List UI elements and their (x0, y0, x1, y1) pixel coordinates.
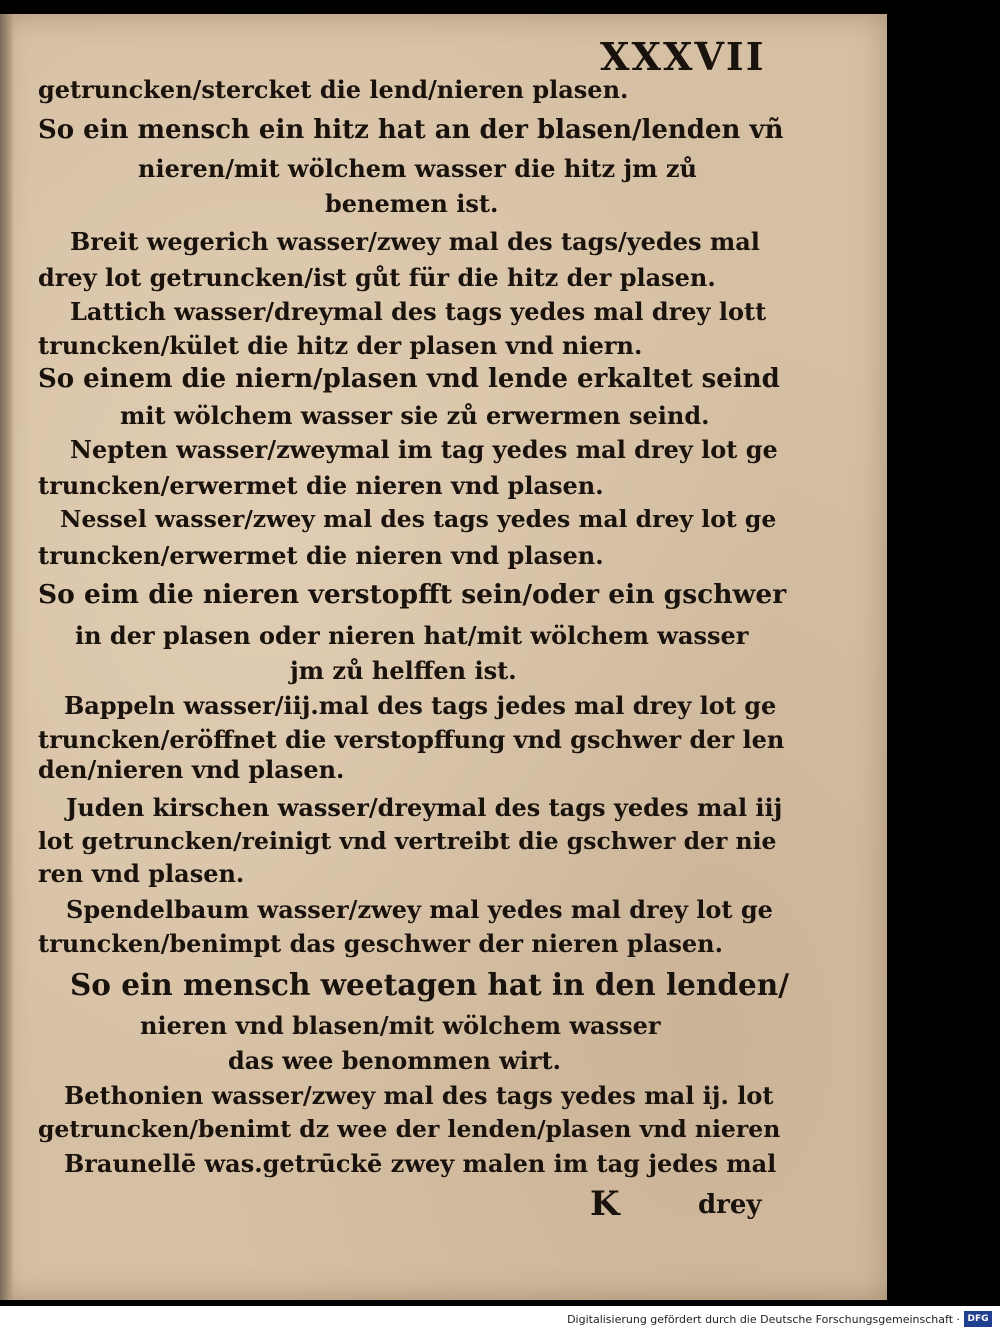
text-line-24: Spendelbaum wasser/zwey mal yedes mal drey lot ge (66, 895, 773, 924)
text-line-15: So eim die nieren verstopfft sein/oder ein gschwer (38, 579, 787, 610)
footer-bar (0, 1306, 1000, 1334)
text-line-17: jm zů helffen ist. (290, 656, 517, 685)
text-line-26: So ein mensch weetagen hat in den lenden/ (70, 967, 789, 1002)
text-line-20: den/nieren vnd plasen. (38, 755, 345, 784)
text-line-18: Bappeln wasser/iij.mal des tags jedes mal drey lot ge (64, 691, 777, 720)
text-line-16: in der plasen oder nieren hat/mit wölchem wasser (75, 621, 749, 650)
text-line-28: das wee benommen wirt. (228, 1046, 561, 1075)
text-line-9: So einem die niern/plasen vnd lende erkaltet seind (38, 364, 780, 394)
text-line-27: nieren vnd blasen/mit wölchem wasser (140, 1011, 661, 1040)
text-line-25: truncken/benimpt das geschwer der nieren plasen. (38, 929, 723, 958)
text-line-2: So ein mensch ein hitz hat an der blasen/lenden vñ (38, 115, 784, 145)
text-line-23: ren vnd plasen. (38, 859, 245, 888)
funding-credit: Digitalisierung gefördert durch die Deutsche Forschungsgemeinschaft · (567, 1313, 960, 1326)
text-line-29: Bethonien wasser/zwey mal des tags yedes mal ij. lot (64, 1081, 774, 1110)
text-line-21: Juden kirschen wasser/dreymal des tags yedes mal iij (66, 793, 783, 822)
text-line-13: Nessel wasser/zwey mal des tags yedes mal drey lot ge (60, 505, 777, 533)
text-line-11: Nepten wasser/zweymal im tag yedes mal drey lot ge (70, 435, 778, 464)
text-line-22: lot getruncken/reinigt vnd vertreibt die gschwer der nie (38, 827, 777, 855)
text-line-3: nieren/mit wölchem wasser die hitz jm zů (138, 154, 697, 183)
folio-number: XXXVII (600, 34, 766, 79)
dfg-logo-icon: DFG (964, 1311, 992, 1327)
catchword: drey (698, 1190, 762, 1220)
page-gutter (0, 14, 14, 1300)
text-line-5: Breit wegerich wasser/zwey mal des tags/yedes mal (70, 227, 760, 256)
text-line-14: truncken/erwermet die nieren vnd plasen. (38, 541, 604, 570)
text-line-6: drey lot getruncken/ist gůt für die hitz der plasen. (38, 263, 716, 292)
book-page (0, 14, 887, 1300)
text-line-19: truncken/eröffnet die verstopffung vnd gschwer der len (38, 725, 785, 754)
text-line-4: benemen ist. (325, 189, 499, 218)
text-line-12: truncken/erwermet die nieren vnd plasen. (38, 471, 604, 500)
signature-mark: K (590, 1184, 620, 1224)
text-line-7: Lattich wasser/dreymal des tags yedes mal drey lott (70, 297, 767, 326)
text-line-31: Braunellē was.getrūckē zwey malen im tag jedes mal (64, 1149, 777, 1178)
text-line-8: truncken/kület die hitz der plasen vnd niern. (38, 331, 643, 360)
text-line-10: mit wölchem wasser sie zů erwermen seind. (120, 401, 710, 430)
text-line-30: getruncken/benimt dz wee der lenden/plasen vnd nieren (38, 1115, 781, 1143)
text-line-1: getruncken/stercket die lend/nieren plasen. (38, 75, 629, 104)
